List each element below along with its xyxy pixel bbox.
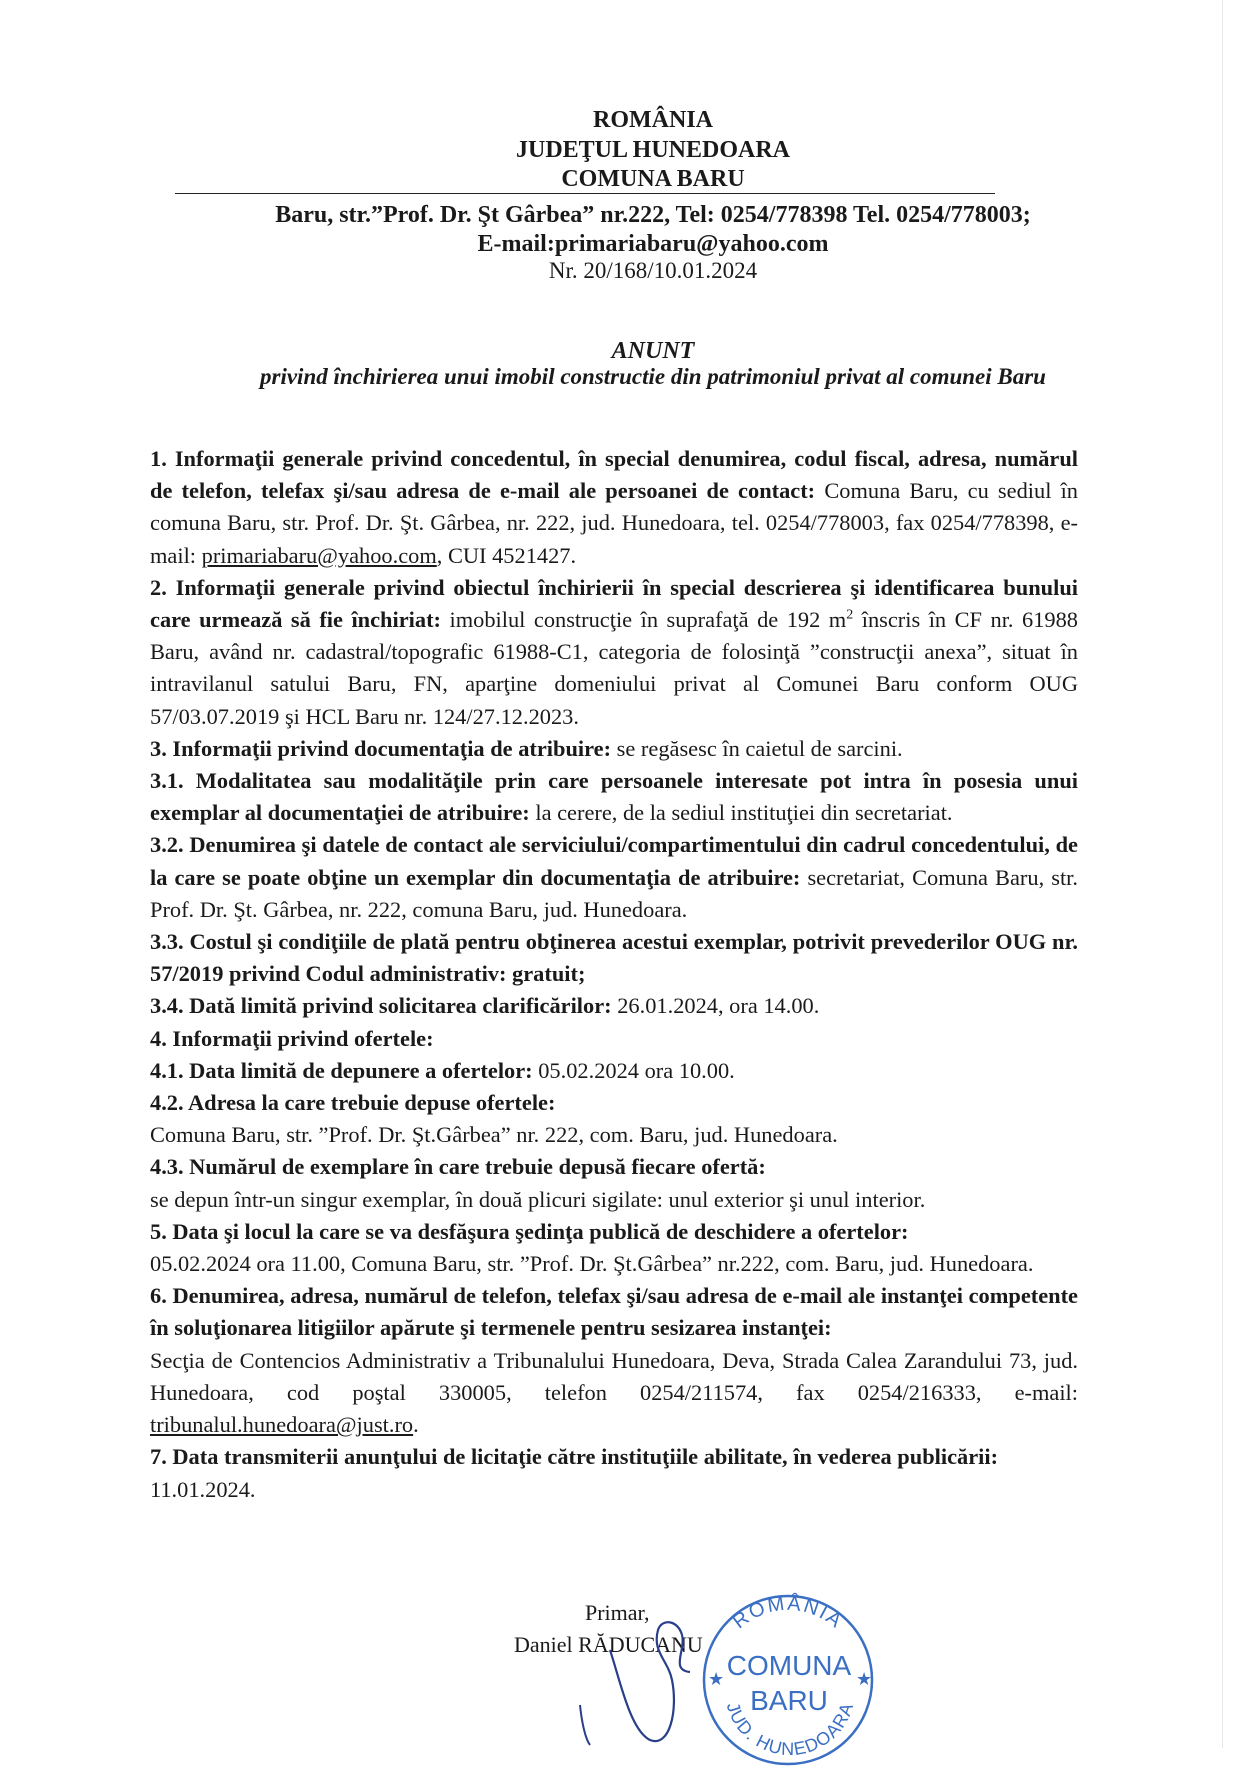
section-5: [150, 1216, 1078, 1248]
section-4-1-text: 05.02.2024 ora 10.00.: [532, 1057, 735, 1083]
section-3: [150, 733, 1078, 765]
section-5-body: 05.02.2024 ora 11.00, Comuna Baru, str. ”Prof. Dr. Şt.Gârbea” nr.222, com. Baru, jud. Hunedoara.: [150, 1251, 1034, 1277]
section-1: [150, 443, 1078, 572]
section-2-label: 2. Informaţii generale privind obiectul închirierii în special descrierea şi identificarea bunului care urmează să fie închiriat:: [150, 574, 1078, 633]
section-7-body: 11.01.2024.: [150, 1476, 256, 1502]
document-title: ANUNT: [611, 338, 695, 364]
section-6-end: .: [413, 1412, 419, 1438]
registration-number: Nr. 20/168/10.01.2024: [548, 258, 758, 283]
stamp-top-text: ROMÂNIA: [728, 1592, 848, 1634]
section-1-text-end: , CUI 4521427.: [436, 542, 577, 568]
section-7: [150, 1441, 1078, 1473]
signatory-name: Daniel RĂDUCANU: [514, 1632, 703, 1657]
section-4-3-body: se depun într-un singur exemplar, în două plicuri sigilate: unul exterior şi unul interior.: [150, 1186, 926, 1212]
section-3-text: se regăsesc în caietul de sarcini.: [611, 735, 903, 761]
section-3-3: [150, 926, 1078, 990]
section-4-1: [150, 1055, 1078, 1087]
svg-text:ROMÂNIA: [729, 1592, 848, 1634]
section-5-label: 5. Data şi locul la care se va desfăşura şedinţa publică de deschidere a ofertelor:: [150, 1218, 909, 1244]
stamp-line-2: BARU: [750, 1685, 828, 1716]
section-6-body: [150, 1345, 1078, 1442]
section-1-label: 1. Informaţii generale privind concedentul, în special denumirea, codul fiscal, adresa, numărul de telefon, telefax şi/sau adresa de e-mail ale persoanei de contact:: [150, 446, 1078, 504]
header-county: JUDEŢUL HUNEDOARA: [515, 137, 791, 163]
section-3-4-text: 26.01.2024, ora 14.00.: [611, 993, 820, 1019]
section-4-2-label: 4.2. Adresa la care trebuie depuse ofertele:: [150, 1090, 556, 1116]
section-3-3-label: 3.3. Costul şi condiţiile de plată pentru obţinerea acestui exemplar, potrivit prevederilor OUG nr. 57/2019 privind Codul administrativ: gratuit;: [150, 929, 1078, 987]
document-subtitle: privind închirierea unui imobil constructie din patrimoniul privat al comunei Baru: [260, 364, 1046, 389]
section-3-1: [150, 765, 1078, 829]
stamp-bottom-text: JUD. HUNEDOARA: [722, 1699, 858, 1760]
announcement-body: [150, 443, 1078, 1506]
section-2: [150, 572, 1078, 733]
scan-edge-line: [1222, 0, 1223, 1748]
header-commune: COMUNA BARU: [561, 166, 745, 192]
section-3-1-label: 3.1. Modalitatea sau modalităţile prin care persoanele interesate pot intra în posesia unui exemplar al documentaţiei de atribuire:: [150, 768, 1078, 826]
section-4-2: [150, 1087, 1078, 1119]
stamp-star-right-icon: ★: [856, 1669, 873, 1690]
section-6-text: Secţia de Contencios Administrativ a Tribunalului Hunedoara, Deva, Strada Calea Zarandului 73, jud. Hunedoara, cod poştal 330005, telefon 0254/211574, fax 0254/216333, e-mail:: [150, 1347, 1078, 1405]
section-3-4-label: 3.4. Dată limită privind solicitarea clarificărilor:: [150, 993, 612, 1019]
section-4: [150, 1023, 1078, 1055]
section-4-3-label: 4.3. Numărul de exemplare în care trebuie depusă fiecare ofertă:: [150, 1154, 766, 1180]
section-3-2: [150, 829, 1078, 926]
header-email: E-mail:primariabaru@yahoo.com: [477, 231, 829, 257]
section-6-label: 6. Denumirea, adresa, numărul de telefon, telefax şi/sau adresa de e-mail ale instanţei competente în soluţionarea litigiilor apărute şi termenele pentru sesizarea instanţei:: [150, 1283, 1078, 1341]
section-4-3: [150, 1151, 1078, 1183]
header-address: Baru, str.”Prof. Dr. Şt Gârbea” nr.222, Tel: 0254/778398 Tel. 0254/778003;: [275, 202, 1031, 228]
section-1-text: Comuna Baru, cu sediul în comuna Baru, str. Prof. Dr. Şt. Gârbea, nr. 222, jud. Hunedoara, tel. 0254/778003, fax 0254/778398, e-mail:: [150, 478, 1078, 568]
section-3-4: [150, 990, 1078, 1022]
section-2-text-end: înscris în CF nr. 61988 Baru, având nr. cadastral/topografic 61988-C1, categoria de folosinţă ”construcţii anexa”, situat în intravilanul satului Baru, FN, aparţine domeniului privat al Comunei Baru conform OUG 57/03.07.2019 şi HCL Baru nr. 124/27.12.2023.: [150, 607, 1078, 729]
section-4-1-label: 4.1. Data limită de depunere a ofertelor:: [150, 1057, 533, 1083]
header-country: ROMÂNIA: [593, 107, 713, 133]
stamp-star-left-icon: ★: [708, 1669, 725, 1690]
section-3-1-text: la cerere, de la sediul instituţiei din secretariat.: [529, 800, 953, 826]
section-4-label: 4. Informaţii privind ofertele:: [150, 1025, 434, 1051]
section-7-label: 7. Data transmiterii anunţului de licitaţie către instituţiile abilitate, în vederea publicării:: [150, 1444, 999, 1470]
section-6: [150, 1280, 1078, 1344]
signatory-title: Primar,: [585, 1600, 650, 1625]
header-divider: [175, 193, 995, 194]
section-3-label: 3. Informaţii privind documentaţia de atribuire:: [150, 735, 612, 761]
court-email-link[interactable]: tribunalul.hunedoara@just.ro: [150, 1412, 414, 1438]
section-3-2-text: secretariat, Comuna Baru, str. Prof. Dr. Şt. Gârbea, nr. 222, comuna Baru, jud. Hunedoara.: [150, 864, 1078, 922]
section-3-2-label: 3.2. Denumirea şi datele de contact ale serviciului/compartimentului din cadrul concedentului, de la care se poate obţine un exemplar din documentaţia de atribuire:: [150, 832, 1078, 890]
section-2-text: imobilul construcţie în suprafaţă de 192 m: [441, 607, 847, 633]
section-4-2-body: Comuna Baru, str. ”Prof. Dr. Şt.Gârbea” nr. 222, com. Baru, jud. Hunedoara.: [150, 1122, 838, 1148]
stamp-line-1: COMUNA: [726, 1650, 852, 1681]
concedent-email-link[interactable]: primariabaru@yahoo.com: [201, 542, 437, 568]
area-superscript: 2: [846, 607, 854, 623]
official-stamp: [690, 1580, 880, 1770]
